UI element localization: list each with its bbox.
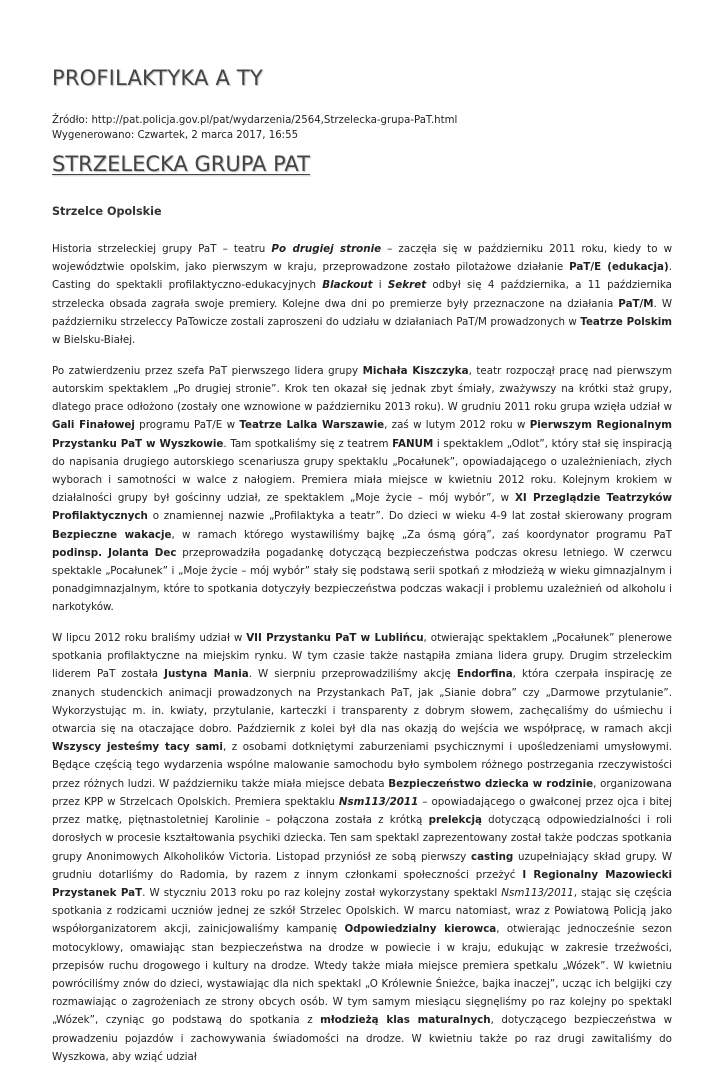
text-run: , dotyczącego bezpieczeństwa w prowadzeniu pojazdów i zachowywania świadomości na drodze. W kwietniu także po raz drugi zawitaliśmy do Wyszkowa, aby wziąć udział [52,1014,672,1063]
emphasized-text: XI Przeglądzie Teatrzyków Profilaktycznych [52,492,672,523]
text-run: . W październiku strzeleccy PaTowicze zostali zaproszeni do udziału w działaniach PaT/M prowadzonych w [52,297,673,328]
emphasized-text: Po drugiej stronie [271,243,382,255]
text-run: , zaś w lutym 2012 roku w [384,419,530,432]
text-run: , otwierając jednocześnie sezon motocyklowy, omawiając stan bezpieczeństwa na drodze w powiecie i w kraju, edukując w zakresie trzeźwości, przepisów ruchu drogowego i kultury na drodze. Wtedy także miała miejsce premiera spetkalu „Wózek”. W kwietniu powróciliśmy znów do dzieci, wystawiając dla nich spektakl „O Królewnie Śnieżce, bajka inaczej”, ucząc ich belgijki czy rozmawiając o zagrożeniach ze strony obcych osób. W tym samym miesiącu sięgnęliśmy po raz kolejny po spektakl „Wózek”, czyniąc go podstawą do spotkania z [52,923,673,1027]
text-run: i spektaklem „Odlot”, który stał się inspiracją do napisania drugiego autorskiego scenariusza grupy spektaklu „Pocałunek”, opowiadającego o uzależnieniach, złych wyborach i samotności w walce z nałogiem. Premiera miała miejsce w kwietniu 2012 roku. Kolejnym krokiem w działalności grupy był gościnny udział, ze spektaklem „Moje życie – mój wybór”, w [52,437,673,505]
emphasized-text: prelekcją [428,814,482,827]
text-run: , organizowana przez KPP w Strzelcach Opolskich. Premiera spektaklu [52,777,672,808]
text-run: Historia strzeleckiej grupy PaT – teatru [52,243,272,255]
paragraph [52,240,672,349]
text-run: , stając się częścia spotkania z rodzicami uczniów jednej ze szkół Strzelec Opolskich. W marcu natomiast, wraz z Powiatową Policją jako współorganizatorem akcji, zainicjowaliśmy kampanię [52,886,672,936]
text-run: Po zatwierdzeniu przez szefa PaT pierwszego lidera grupy [52,364,363,377]
emphasized-text: Nsm113/2011 [501,886,574,899]
emphasized-text: PaT/M [618,297,654,310]
text-run: o znamiennej nazwie „Profilaktyka a teatr”. Do dzieci w wieku 4-9 lat został skierowany program [147,510,672,523]
emphasized-text: Wszyscy jesteśmy tacy sami [52,741,223,754]
article-subtitle: Strzelce Opolskie [52,205,162,218]
text-run: programu PaT/E w [134,419,240,432]
text-run: odbył się 4 października, a 11 października strzelecka obsada zagrała swoje premiery. Kolejne dwa dni po premierze były przeznaczone na działania [52,279,672,310]
generated-line: Wygenerowano: Czwartek, 2 marca 2017, 16:55 [52,130,299,141]
source-line: Źródło: http://pat.policja.gov.pl/pat/wydarzenia/2564,Strzelecka-grupa-PaT.html [52,115,458,126]
paragraph [52,362,672,617]
emphasized-text: Michała Kiszczyka [362,364,469,377]
paragraph [52,629,672,1066]
text-run: – opowiadającego o gwałconej przez ojca i bitej przez matkę, piętnastoletniej Karolinie – połączona została z krótką [52,795,672,827]
site-title: PROFILAKTYKA A TY [52,66,263,90]
emphasized-text: Teatrze Polskim [580,315,672,328]
text-run: . Casting do spektakli profilaktyczno-edukacyjnych [52,261,672,292]
emphasized-text: Bezpieczne wakacje [52,528,172,541]
text-run: . W sierpniu przeprowadziliśmy akcję [248,668,457,681]
text-run: , z osobami dotkniętymi zaburzeniami psychicznymi i upośledzeniami umysłowymi. Będące częścią tego wydarzenia wspólne malowanie samochodu było symbolem różnego postrzegania rzeczywistości przez różnych ludzi. W październiku także miała miejsce debata [52,741,673,790]
emphasized-text: Gali Finałowej [52,419,135,432]
emphasized-text: podinsp. Jolanta Dec [52,546,177,559]
emphasized-text: PaT/E (edukacja) [569,261,669,274]
emphasized-text: Endorfina [456,668,513,681]
emphasized-text: FANUM [392,437,434,450]
text-run: , która czerpała inspirację ze znanych studenckich animacji prowadzonych na Przystankach PaT, jak „Sianie dobra” czy „Darmowe przytulanie”. Wykorzystując m. in. kwiaty, przytulanie, karteczki i transparenty z dobrym słowem, zachęcaliśmy do uśmiechu i otwarcia się na otaczające dobro. Październik z kolei był dla nas okazją do wejścia we współpracę, w ramach akcji [52,668,672,736]
document-meta [52,113,457,143]
article-title: STRZELECKA GRUPA PAT [52,152,310,176]
text-run: , w ramach którego wystawiliśmy bajkę „Za ósmą górą”, zaś koordynator programu PaT [171,528,672,541]
emphasized-text: Sekret [387,279,427,292]
emphasized-text: casting [470,850,514,863]
text-run: i [372,279,388,292]
emphasized-text: Pierwszym Regionalnym Przystanku PaT w Wyszkowie [52,419,673,450]
text-run: , otwierając spektaklem „Pocałunek” plenerowe spotkania profilaktyczne na miejskim rynku. W tym czasie także nastąpiła zmiana lidera grupy. Drugim strzeleckim liderem PaT została [52,632,673,681]
text-run: – zaczęła się w październiku 2011 roku, kiedy to w województwie opolskim, jako pierwszym w kraju, przeprowadzone zostało pilotażowe działanie [52,243,673,274]
text-run: . Tam spotkaliśmy się z teatrem [223,437,393,450]
text-run: W lipcu 2012 roku braliśmy udział w [52,632,247,645]
emphasized-text: młodzieżą klas maturalnych [320,1014,491,1027]
text-run: w Bielsku-Białej. [52,334,136,347]
emphasized-text: Teatrze Lalka Warszawie [239,419,385,432]
text-run: . W styczniu 2013 roku po raz kolejny został wykorzystany spektakl [142,886,502,899]
emphasized-text: Bezpieczeństwo dziecka w rodzinie [388,777,594,790]
emphasized-text: Blackout [322,279,373,292]
emphasized-text: Odpowiedzialny kierowca [344,923,497,936]
emphasized-text: I Regionalny Mazowiecki Przystanek PaT [52,868,672,899]
text-run: uzupełniający skład grupy. W grudniu dotarliśmy do Radomia, by razem z innym członkami społeczności przeżyć [52,850,672,881]
article-body [52,240,672,1078]
emphasized-text: Justyna Mania [164,668,249,681]
emphasized-text: Nsm113/2011 [338,795,419,808]
text-run: , teatr rozpoczął pracę nad pierwszym autorskim spektaklem „Po drugiej stronie”. Krok ten okazał się jednak zbyt śmiały, zważywszy na krótki staż grupy, dlatego prace odłożono (zostały one wznowione w październiku 2013 roku). W grudniu 2011 roku grupa wzięła udział w [52,364,672,414]
emphasized-text: VII Przystanku PaT w Lublińcu [246,632,424,645]
text-run: dotyczącą odpowiedzialności i roli dorosłych w procesie kształtowania psychiki dziecka. Ten sam spektakl zaprezentowany został także podczas spotkania grupy Anonimowych Alkoholików Victoria. Listopad przyniósł ze sobą pierwszy [52,814,672,863]
text-run: przeprowadziła pogadankę dotyczącą bezpieczeństwa podczas okresu letniego. W czerwcu spektakle „Pocałunek” i „Moje życie – mój wybór” stały się podstawą serii spotkań z młodzieżą w wieku gimnazjalnym i ponadgimnazjalnym, które to spotkania dotyczyły bezpieczeństwa podczas wakacji i problemu uzależnień od alkoholu i narkotyków. [52,546,672,614]
